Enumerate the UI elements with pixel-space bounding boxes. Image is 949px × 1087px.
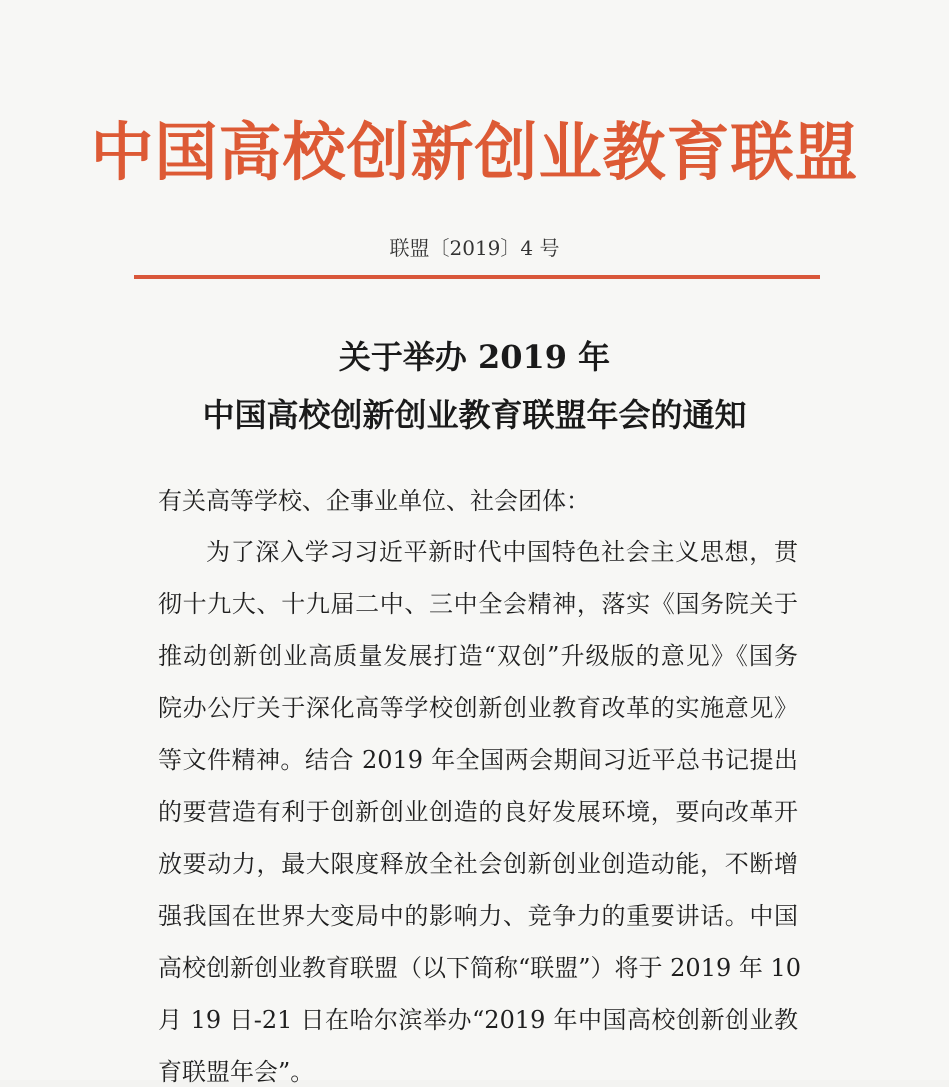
body-line: 强我国在世界大变局中的影响力、竞争力的重要讲话。中国 bbox=[158, 902, 798, 930]
document-number: 联盟〔2019〕4 号 bbox=[389, 236, 560, 260]
body-line: 月 19 日-21 日在哈尔滨举办“2019 年中国高校创新创业教 bbox=[158, 1006, 798, 1034]
organization-header: 中国高校创新创业教育联盟 bbox=[90, 116, 859, 189]
body-line: 等文件精神。结合 2019 年全国两会期间习近平总书记提出 bbox=[158, 746, 798, 774]
body-line: 推动创新创业高质量发展打造“双创”升级版的意见》《国务 bbox=[158, 642, 798, 670]
salutation: 有关高等学校、企事业单位、社会团体： bbox=[158, 487, 590, 515]
body-line: 高校创新创业教育联盟（以下简称“联盟”）将于 2019 年 10 bbox=[158, 954, 802, 982]
body-line: 彻十九大、十九届二中、三中全会精神，落实《国务院关于 bbox=[158, 590, 798, 618]
body-line: 的要营造有利于创新创业创造的良好发展环境，要向改革开 bbox=[158, 798, 798, 826]
notice-title-line-1: 关于举办 2019 年 bbox=[338, 338, 611, 376]
body-line: 育联盟年会”。 bbox=[158, 1058, 315, 1086]
notice-title-line-2: 中国高校创新创业教育联盟年会的通知 bbox=[202, 396, 747, 434]
body-line: 放要动力，最大限度释放全社会创新创业创造动能，不断增 bbox=[158, 850, 798, 878]
body-line: 院办公厅关于深化高等学校创新创业教育改革的实施意见》 bbox=[158, 694, 798, 722]
red-divider-line bbox=[134, 275, 820, 279]
body-line: 为了深入学习习近平新时代中国特色社会主义思想，贯 bbox=[206, 538, 798, 566]
